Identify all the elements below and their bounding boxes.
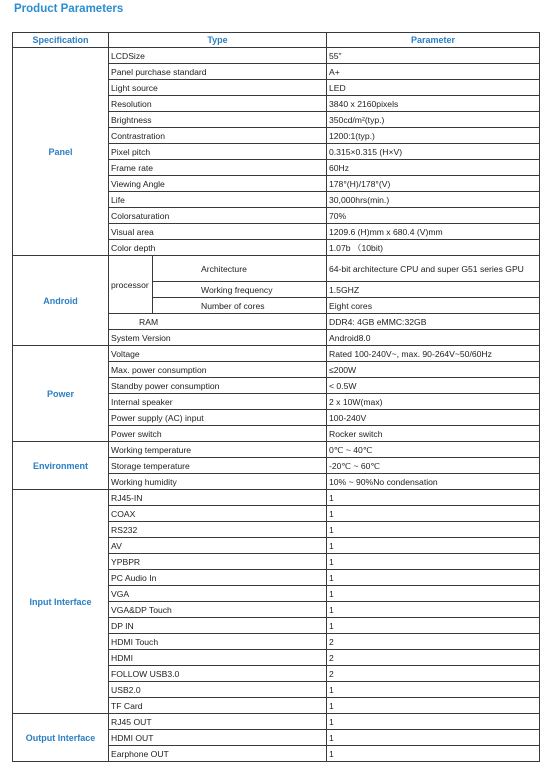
table-row [13, 714, 540, 730]
type-cell: Life [109, 192, 327, 208]
type-cell: Internal speaker [109, 394, 327, 410]
type-cell: Working frequency [153, 282, 327, 298]
value-cell: 350cd/m²(typ.) [327, 112, 540, 128]
value-cell: 2 [327, 634, 540, 650]
value-cell: Rated 100-240V~, max. 90-264V~50/60Hz [327, 346, 540, 362]
type-cell: Frame rate [109, 160, 327, 176]
value-cell: -20℃ ~ 60℃ [327, 458, 540, 474]
type-cell: Max. power consumption [109, 362, 327, 378]
value-cell: 1 [327, 570, 540, 586]
value-cell: 64-bit architecture CPU and super G51 series GPU [327, 256, 540, 282]
value-cell: < 0.5W [327, 378, 540, 394]
header-parameter: Parameter [327, 33, 540, 48]
type-cell: RJ45 OUT [109, 714, 327, 730]
value-cell: 1 [327, 586, 540, 602]
value-cell: 1 [327, 730, 540, 746]
value-cell: A+ [327, 64, 540, 80]
type-cell: TF Card [109, 698, 327, 714]
type-cell: VGA&DP Touch [109, 602, 327, 618]
type-cell: Number of cores [153, 298, 327, 314]
type-cell: Colorsaturation [109, 208, 327, 224]
value-cell: 60Hz [327, 160, 540, 176]
table-row [13, 256, 540, 282]
value-cell: Android8.0 [327, 330, 540, 346]
type-cell: Power switch [109, 426, 327, 442]
category-input-interface: Input Interface [13, 490, 109, 714]
value-cell: 1 [327, 714, 540, 730]
value-cell: DDR4: 4GB eMMC:32GB [327, 314, 540, 330]
value-cell: 10% ~ 90%No condensation [327, 474, 540, 490]
type-cell: LCDSize [109, 48, 327, 64]
type-cell: COAX [109, 506, 327, 522]
category-power: Power [13, 346, 109, 442]
value-cell: Rocker switch [327, 426, 540, 442]
value-cell: 2 [327, 666, 540, 682]
type-cell: AV [109, 538, 327, 554]
table-header-row [13, 33, 540, 48]
value-cell: Eight cores [327, 298, 540, 314]
value-cell: 1 [327, 746, 540, 762]
type-cell: YPBPR [109, 554, 327, 570]
type-cell: Visual area [109, 224, 327, 240]
type-cell: Light source [109, 80, 327, 96]
value-cell: 1200:1(typ.) [327, 128, 540, 144]
header-type: Type [109, 33, 327, 48]
type-cell: Standby power consumption [109, 378, 327, 394]
value-cell: 1 [327, 682, 540, 698]
category-output-interface: Output Interface [13, 714, 109, 762]
value-cell: 178°(H)/178°(V) [327, 176, 540, 192]
type-cell: RAM [109, 314, 327, 330]
category-android: Android [13, 256, 109, 346]
type-cell: Voltage [109, 346, 327, 362]
table-row [13, 48, 540, 64]
page-title: Product Parameters [14, 3, 124, 15]
type-cell: Panel purchase standard [109, 64, 327, 80]
value-cell: 1 [327, 490, 540, 506]
value-cell: 100-240V [327, 410, 540, 426]
table-row [13, 346, 540, 362]
type-cell: Contrastration [109, 128, 327, 144]
value-cell: 1 [327, 522, 540, 538]
value-cell: 55" [327, 48, 540, 64]
value-cell: 3840 x 2160pixels [327, 96, 540, 112]
value-cell: 1 [327, 538, 540, 554]
type-cell: VGA [109, 586, 327, 602]
value-cell: 1 [327, 554, 540, 570]
product-parameters-table [12, 32, 540, 762]
type-cell: PC Audio In [109, 570, 327, 586]
value-cell: 1 [327, 506, 540, 522]
type-cell: Brightness [109, 112, 327, 128]
type-cell: RS232 [109, 522, 327, 538]
type-cell: RJ45-IN [109, 490, 327, 506]
value-cell: 2 [327, 650, 540, 666]
type-cell: Working humidity [109, 474, 327, 490]
type-cell: HDMI [109, 650, 327, 666]
value-cell: 70% [327, 208, 540, 224]
value-cell: 2 x 10W(max) [327, 394, 540, 410]
header-specification: Specification [13, 33, 109, 48]
type-cell: USB2.0 [109, 682, 327, 698]
category-panel: Panel [13, 48, 109, 256]
type-cell: Power supply (AC) input [109, 410, 327, 426]
type-cell: Color depth [109, 240, 327, 256]
processor-label: processor [109, 256, 153, 314]
type-cell: HDMI OUT [109, 730, 327, 746]
value-cell: 30,000hrs(min.) [327, 192, 540, 208]
value-cell: 1 [327, 602, 540, 618]
type-cell: FOLLOW USB3.0 [109, 666, 327, 682]
value-cell: 1.07b （10bit) [327, 240, 540, 256]
type-cell: HDMI Touch [109, 634, 327, 650]
type-cell: Storage temperature [109, 458, 327, 474]
type-cell: Architecture [153, 256, 327, 282]
table-row [13, 442, 540, 458]
value-cell: ≤200W [327, 362, 540, 378]
value-cell: 0℃ ~ 40℃ [327, 442, 540, 458]
table-row [13, 490, 540, 506]
type-cell: Resolution [109, 96, 327, 112]
value-cell: 1 [327, 698, 540, 714]
type-cell: DP IN [109, 618, 327, 634]
category-environment: Environment [13, 442, 109, 490]
type-cell: Earphone OUT [109, 746, 327, 762]
value-cell: 1209.6 (H)mm x 680.4 (V)mm [327, 224, 540, 240]
value-cell: 1 [327, 618, 540, 634]
type-cell: Pixel pitch [109, 144, 327, 160]
value-cell: 1.5GHZ [327, 282, 540, 298]
value-cell: LED [327, 80, 540, 96]
value-cell: 0.315×0.315 (H×V) [327, 144, 540, 160]
type-cell: System Version [109, 330, 327, 346]
type-cell: Viewing Angle [109, 176, 327, 192]
type-cell: Working temperature [109, 442, 327, 458]
